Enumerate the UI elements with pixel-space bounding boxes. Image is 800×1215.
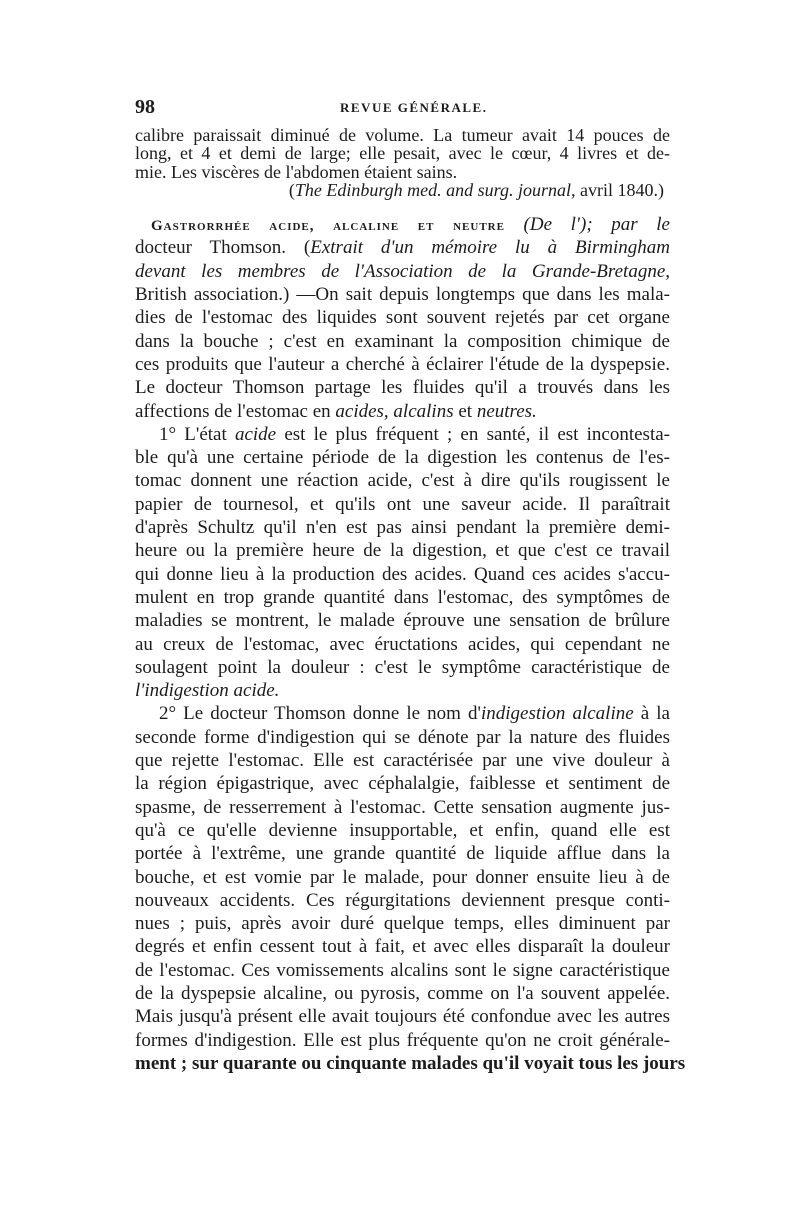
text-span: à la [633,703,670,725]
text-line: tomac donnent une réaction acide, c'est à dire qu'ils rougissent le [135,470,670,492]
text-line: ment ; sur quarante ou cinquante malades qu'il voyait tous les jours [135,1052,686,1074]
citation-line: (The Edinburgh med. and surg. journal, avril 1840.) [288,179,664,200]
text-line: formes d'indigestion. Elle est plus fréquente qu'on ne croit générale- [135,1029,670,1051]
text-line: spasme, de resserrement à l'estomac. Cette sensation augmente jus- [135,796,670,818]
italic-span: acides, alcalins [335,400,454,422]
italic-span: devant les membres de l'Association de la Grande-Bretagne, [135,260,670,282]
text-line: dans la bouche ; c'est en examinant la composition chimique de [135,330,670,352]
text-line: mulent en trop grande quantité dans l'estomac, des symptômes de [135,586,670,608]
text-line: nues ; puis, après avoir duré quelque temps, elles diminuent par [135,913,670,935]
text-line: qu'à ce qu'elle devienne insupportable, et enfin, quand elle est [135,819,670,841]
text-line: de la dyspepsie alcaline, ou pyrosis, comme on l'a souvent appelée. [135,982,670,1004]
text-line [135,400,670,423]
text-line: ble qu'à une certaine période de la digestion les contenus de l'es- [135,447,670,469]
text-line: seconde forme d'indigestion qui se dénote par la nature des fluides [135,726,670,748]
text-line: de l'estomac. Ces vomissements alcalins sont le signe caractéristique [135,959,670,981]
text-span: 1° L'état [159,423,235,445]
citation-date: avril 1840.) [575,179,664,200]
text-line: bouche, et est vomie par le malade, pour donner ensuite lieu à de [135,866,670,888]
body-text [135,125,686,1075]
paragraph-4 [135,702,686,1075]
italic-span: indigestion alcaline [480,703,634,725]
text-line [135,260,670,283]
text-line: portée à l'extrême, une grande quantité de liquide afflue dans la [135,843,670,865]
paragraph-gap [135,199,670,213]
text-line: calibre paraissait diminué de volume. La tumeur avait 14 pouces de [135,125,670,145]
italic-span: l'indigestion acide. [135,680,280,702]
text-line: British association.) —On sait depuis longtemps que dans les mala- [135,284,670,306]
paragraph-3 [135,423,670,703]
text-line: papier de tournesol, et qu'ils ont une saveur acide. Il paraîtrait [135,493,670,515]
text-line: soulagent point la douleur : c'est le symptôme caractéristique de [135,656,670,678]
text-line [135,679,670,702]
page-number: 98 [135,96,155,118]
italic-span: Extrait d'un mémoire lu à Birmingham [310,237,670,259]
page-header [135,96,670,122]
text-line [135,423,670,446]
text-line: degrés et enfin cessent tout à fait, et avec elles disparaît la douleur [135,936,670,958]
text-line: maladies se montrent, le malade éprouve une sensation de brûlure [135,610,670,632]
text-span: est le plus fréquent ; en santé, il est incontesta- [276,423,670,445]
text-span: docteur Thomson. ( [135,237,311,259]
text-line: d'après Schultz qu'il n'en est pas ainsi pendant la première demi- [135,517,670,539]
article-title-paren: (De l'); par le [504,214,670,236]
text-line: dies de l'estomac des liquides sont souvent rejetés par cet organe [135,307,670,329]
text-line [135,236,670,259]
text-line: long, et 4 et demi de large; elle pesait, avec le cœur, 4 livres et de- [135,143,670,164]
text-span: et [453,400,477,422]
text-line: au creux de l'estomac, avec éructations acides, qui cependant ne [135,633,670,655]
text-span: affections de l'estomac en [135,400,336,422]
italic-span: neutres. [476,400,537,422]
text-span: 2° Le docteur Thomson donne le nom d' [159,703,481,725]
italic-span: acide [234,423,277,445]
text-line: la région épigastrique, avec céphalalgie, faiblesse et sentiment de [135,773,670,795]
text-line: mie. Les viscères de l'abdomen étaient sains. [135,161,458,182]
paragraph-2 [135,213,670,423]
text-line: nouveaux accidents. Ces régurgitations deviennent presque conti- [135,889,670,911]
paragraph-1 [135,126,670,199]
text-line: Le docteur Thomson partage les fluides qu'il a trouvés dans les [135,377,670,399]
text-line: que rejette l'estomac. Elle est caractérisée par une vive douleur à [135,750,670,772]
text-line: Mais jusqu'à présent elle avait toujours été confondue avec les autres [135,1006,670,1028]
text-line: heure ou la première heure de la digestion, et que c'est ce travail [135,540,670,562]
article-title: Gastrorrhée acide, alcaline et neutre [151,218,505,235]
text-line: qui donne lieu à la production des acides. Quand ces acides s'accu- [135,563,670,585]
running-head: REVUE GÉNÉRALE. [340,100,488,115]
article-title-line [135,213,670,236]
text-line [135,702,670,725]
citation-journal: The Edinburgh med. and surg. journal, [294,179,576,200]
text-line: ces produits que l'auteur a cherché à éclairer l'étude de la dyspepsie. [135,353,670,375]
